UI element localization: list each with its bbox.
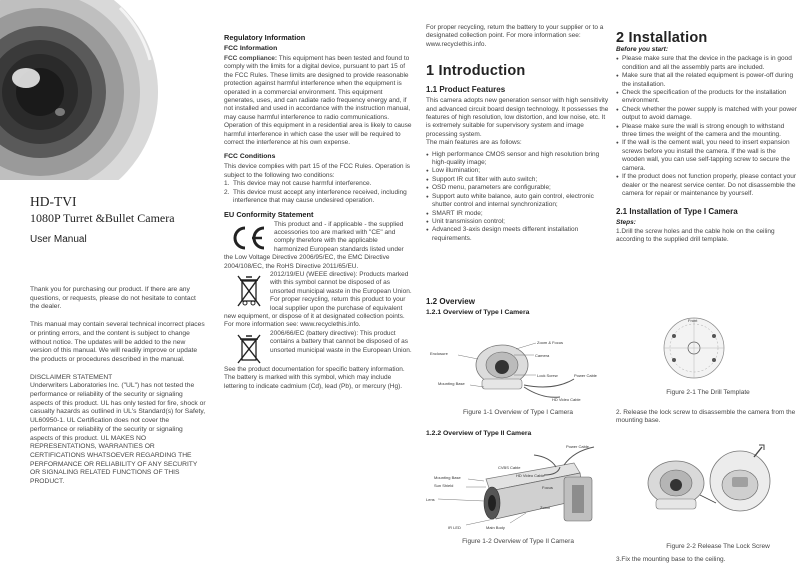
list-item: ● Check whether the power supply is matched with your power output to avoid damage. <box>616 106 800 123</box>
label-power-cable: Power Cable <box>566 444 589 449</box>
label-cvbs-cable: CVBS Cable <box>498 465 521 470</box>
list-item <box>224 180 412 188</box>
list-item: ● SMART IR mode; <box>426 210 610 218</box>
eu-weee-paragraph <box>224 271 412 330</box>
fcc-compliance-label: FCC compliance: <box>224 55 278 62</box>
eu-ce-paragraph <box>224 221 412 271</box>
before-you-start-text: Before you start <box>616 46 666 53</box>
regulatory-column <box>222 0 414 567</box>
list-item: ● Unit transmission control; <box>426 218 610 226</box>
figure-1-1-caption: Figure 1-1 Overview of Type I Camera <box>462 409 574 416</box>
eu-battery-paragraph <box>224 330 412 355</box>
introduction-title: 1 Introduction <box>426 63 526 80</box>
battery-bin-icon <box>236 332 262 366</box>
list-item: ● High performance CMOS sensor and high resolution bring high-quality image; <box>426 151 610 168</box>
features-lead: The main features are as follows: <box>426 139 522 147</box>
label-focus: Focus <box>542 485 553 490</box>
eu-conformity-title: EU Conformity Statement <box>224 209 314 219</box>
label-mounting-base: Mounting Base <box>438 381 465 386</box>
installation-title: 2 Installation <box>616 30 708 46</box>
doc-type-title: User Manual <box>30 234 87 245</box>
type2-camera-diagram <box>424 441 612 535</box>
regulatory-title: Regulatory Information <box>224 33 306 42</box>
type1-camera-diagram <box>424 335 612 407</box>
list-item: ● Advanced 3-axis design meets different installation requirements. <box>426 226 610 243</box>
eu-ce-text: This product and - if applicable - the supplied accessories too are marked with "CE" and comply therefore with the applicable harmonized European standards listed under the Low Voltage Directive 2006/95/EC, the EMC Directive 2004/108/EC, the RoHS Directive 2011/65/EU. <box>224 220 404 270</box>
steps-label: Steps: <box>616 219 636 227</box>
list-item: ● OSD menu, parameters are configurable; <box>426 184 610 192</box>
features-intro: This camera adopts new generation sensor with high sensitivity and advanced circuit board design technology. It possesses the features of high resolution, low distortion, and low noise, etc. It is extremely suitable for supervisory system and image processing system. <box>426 97 609 138</box>
product-line-title: HD-TVI <box>30 194 77 209</box>
figure-2-2-caption: Figure 2-2 Release The Lock Screw <box>666 543 770 550</box>
list-number: 2. <box>224 188 230 196</box>
list-number: 1. <box>224 180 230 188</box>
step-2: 2. Release the lock screw to disassemble the camera from the mounting base. <box>616 409 796 425</box>
label-mounting-base: Mounting Base <box>434 475 461 480</box>
ce-mark-icon <box>228 225 268 251</box>
product-features-title: 1.1 Product Features <box>426 85 506 95</box>
fcc-info-title: FCC Information <box>224 45 278 52</box>
eu-battery-more: See the product documentation for specific battery information. The battery is marked with this symbol, which may include lettering to indicate cadmium (Cd), lead (Pb), or mercury (Hg). <box>224 365 405 390</box>
figure-2-1-caption: Figure 2-1 The Drill Template <box>666 389 750 396</box>
introduction-column <box>424 0 612 567</box>
release-lock-screw-diagram <box>636 433 776 537</box>
list-item: ● If the wall is the cement wall, you need to insert expansion screws before you install the camera. If the wall is the wooden wall, you can use self-tapping screw to secure the camera. <box>616 139 800 173</box>
label-front: Front <box>688 318 698 323</box>
fcc-conditions-intro: This device complies with part 15 of the FCC Rules. Operation is subject to the following two conditions: <box>224 163 411 179</box>
cover-column <box>0 0 212 567</box>
list-item: ● Make sure that all the related equipment is power-off during the installation. <box>616 72 800 89</box>
figure-1-2-caption: Figure 1-2 Overview of Type II Camera <box>462 538 574 545</box>
list-item: ● Please make sure that the device in the package is in good condition and all the assembly parts are included. <box>616 55 800 72</box>
installation-column <box>614 0 802 567</box>
disclaimer-body: Underwriters Laboratories Inc. ("UL") has not tested the performance or reliability of the security or signaling aspects of this product. UL has only tested for fire, shock or casualty hazards as outlined in UL's Standard(s) for Safety, UL60950-1. UL Certification does not cover the performance or reliability of the security or signaling aspects of this product. UL MAKES NO REPRESENTATIONS, WARRANTIES OR CERTIFICATIONS WHATSOEVER REGARDING THE PERFORMANCE OR RELIABILITY OF ANY SECURITY OR SIGNALING RELATED FUNCTIONS OF THIS PRODUCT. <box>30 382 206 486</box>
label-camera: Camera <box>535 353 550 358</box>
label-hd-video-cable: HD Video Cable <box>552 397 581 402</box>
fcc-compliance-body: This equipment has been tested and found to comply with the limits for a digital device, pursuant to part 15 of the FCC Rules. These limits are designed to provide reasonable protection against harmful interference when the equipment is operated in a commercial environment. This equipment generates, uses, and can radiate radio frequency energy and, if not installed and used in accordance with the instruction manual, may cause harmful interference to radio communications. Operation of this equipment in a residential area is likely to cause harmful interference in which case the user will be required to correct the interference at his own expense. <box>224 55 412 147</box>
notice-paragraph: This manual may contain several technical incorrect places or printing errors, and the content is subject to change without notice. The updates will be added to the new version of this manual. We will readily improve or update the products or procedures described in the manual. <box>30 321 205 363</box>
before-you-start-label: Before you start: <box>616 46 669 53</box>
label-lock-screw: Lock Screw <box>537 373 558 378</box>
weee-bin-icon <box>236 273 262 309</box>
camera-lens-graphic <box>0 0 212 180</box>
label-enclosure: Enclosure <box>430 351 448 356</box>
label-zoom: Zoom <box>540 505 551 510</box>
list-item: ● If the product does not function properly, please contact your dealer or the nearest service center. Do not disassemble the camera for repair or maintenance by yourself. <box>616 173 800 198</box>
list-item: ● Low illumination; <box>426 167 610 175</box>
overview-type1-title: 1.2.1 Overview of Type I Camera <box>426 309 530 316</box>
list-item: ● Please make sure the wall is strong enough to withstand three times the weight of the camera and the mounting. <box>616 123 800 140</box>
label-main-body: Main Body <box>486 525 505 530</box>
label-sun-shield: Sun Shield <box>434 483 454 488</box>
label-ir-led: IR LED <box>448 525 461 530</box>
install-type1-title: 2.1 Installation of Type I Camera <box>616 207 738 217</box>
fcc-compliance-paragraph <box>224 55 412 147</box>
before-you-start-list <box>616 55 800 198</box>
eu-battery-text: 2006/66/EC (battery directive): This product contains a battery that cannot be disposed of as unsorted municipal waste in the European Union. <box>270 329 412 354</box>
list-text: This device must accept any interference received, including interference that may cause undesired operation. <box>233 188 407 205</box>
intro-paragraph: Thank you for purchasing our product. If there are any questions, or requests, please do not hesitate to contact the dealer. <box>30 286 196 311</box>
overview-title: 1.2 Overview <box>426 297 475 306</box>
label-lens: Lens <box>426 497 435 502</box>
list-item: ● Support auto white balance, auto gain control, electronic shutter control and internal synchronization; <box>426 193 610 210</box>
disclaimer-title: DISCLAIMER STATEMENT <box>30 373 113 381</box>
label-zoom-focus: Zoom & Focus <box>537 340 564 345</box>
step-3: 3.Fix the mounting base to the ceiling. <box>616 556 726 563</box>
label-power-cable: Power Cable <box>574 373 597 378</box>
disclaimer-block <box>30 374 206 487</box>
list-item: ● Support IR cut filter with auto switch; <box>426 176 610 184</box>
recycle-paragraph: For proper recycling, return the battery to your supplier or to a designated collection point. For more information see: www.recyclethis.info. <box>426 24 604 48</box>
fcc-conditions-list <box>224 180 412 205</box>
overview-type2-title: 1.2.2 Overview of Type II Camera <box>426 430 532 437</box>
fcc-conditions-title: FCC Conditions <box>224 153 276 161</box>
product-name-title: 1080P Turret &Bullet Camera <box>30 211 175 225</box>
eu-weee-text: 2012/19/EU (WEEE directive): Products marked with this symbol cannot be disposed of as unsorted municipal waste in the European Union. For proper recycling, return this product to your local supplier upon the purchase of equivalent new equipment, or dispose of it at designated collection points. For more information see: www.recyclethis.info. <box>224 270 412 329</box>
features-list <box>426 151 610 243</box>
step-1: 1.Drill the screw holes and the cable hole on the ceiling according to the supplied drill template. <box>616 227 775 244</box>
list-item <box>224 189 412 206</box>
label-hd-video-cable: HD Video Cable <box>516 473 545 478</box>
drill-template-diagram <box>654 312 734 382</box>
list-item: ● Check the specification of the products for the installation environment. <box>616 89 800 106</box>
cover-body <box>30 286 206 487</box>
list-text: This device may not cause harmful interference. <box>233 180 372 188</box>
